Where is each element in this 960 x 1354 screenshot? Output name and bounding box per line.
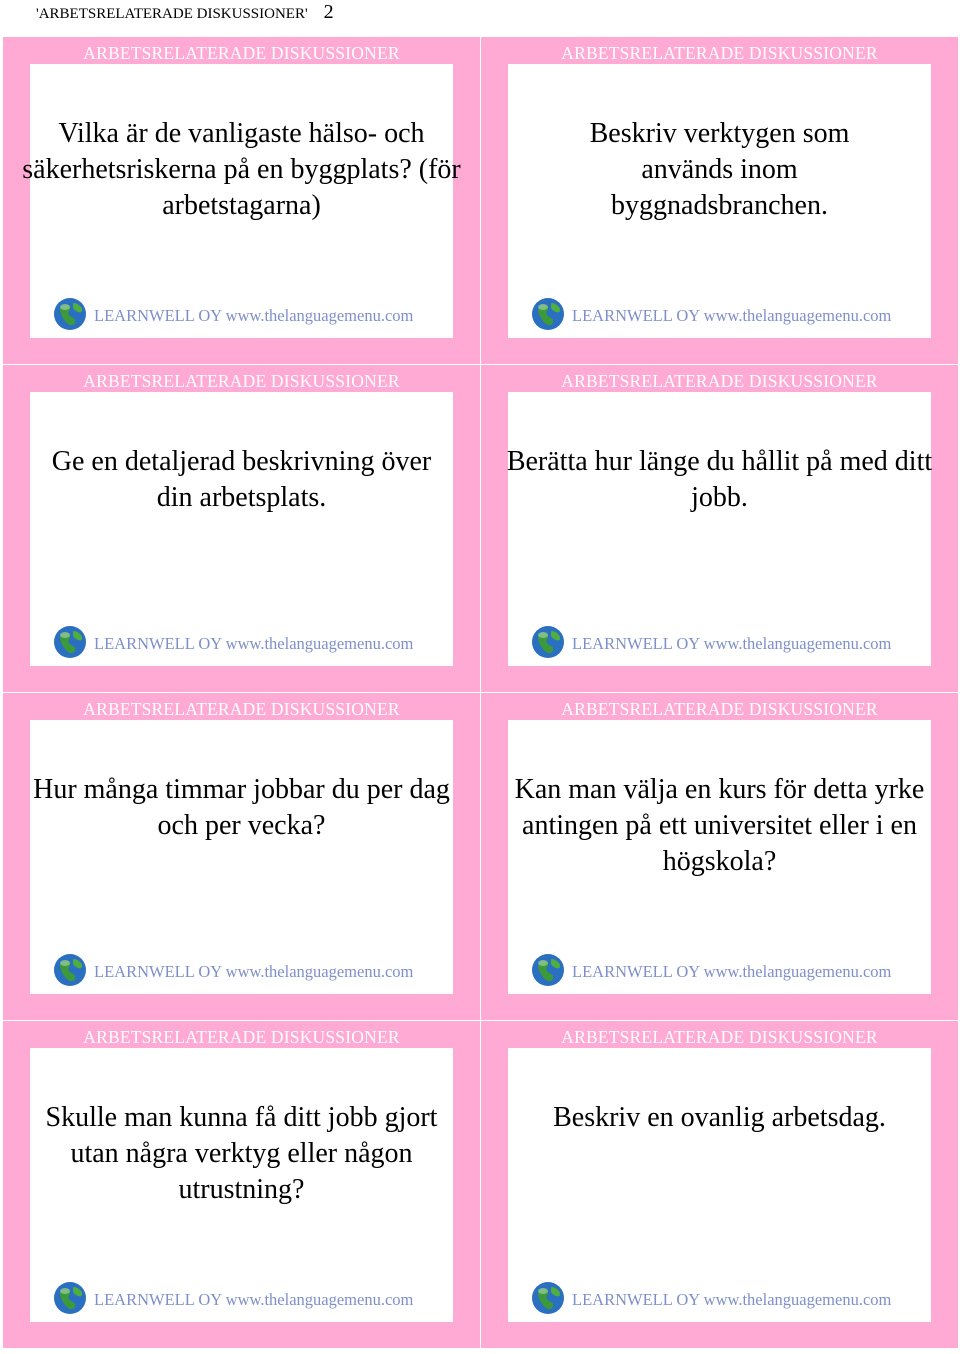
card-footer	[530, 296, 891, 332]
discussion-card	[481, 1021, 958, 1348]
card-header: ARBETSRELATERADE DISKUSSIONER	[83, 1027, 400, 1047]
card-grid	[3, 37, 958, 1350]
card-body	[508, 1048, 931, 1322]
card-footer	[52, 1280, 413, 1316]
card-footer	[530, 624, 891, 660]
footer-text: LEARNWELL OY www.thelanguagemenu.com	[94, 306, 414, 325]
card-header: ARBETSRELATERADE DISKUSSIONER	[83, 43, 400, 63]
card-question: Kan man välja en kurs för detta yrke antingen på ett universitet eller i en högskola?	[514, 774, 925, 877]
card-question: Vilka är de vanligaste hälso- och säkerhetsriskerna på en byggplats? (för arbetstagarna)	[22, 118, 461, 221]
document-title: 'ARBETSRELATERADE DISKUSSIONER'	[36, 6, 308, 22]
page-header	[36, 0, 334, 26]
discussion-card	[3, 37, 480, 364]
card-footer	[530, 952, 891, 988]
discussion-card	[3, 1021, 480, 1348]
card-header: ARBETSRELATERADE DISKUSSIONER	[561, 699, 878, 719]
globe-icon	[530, 296, 566, 332]
footer-text: LEARNWELL OY www.thelanguagemenu.com	[572, 1290, 892, 1309]
page-number: 2	[323, 1, 334, 23]
globe-icon	[52, 624, 88, 660]
card-question: Skulle man kunna få ditt jobb gjort utan några verktyg eller någon utrustning?	[45, 1102, 438, 1205]
card-footer	[52, 952, 413, 988]
footer-text: LEARNWELL OY www.thelanguagemenu.com	[572, 306, 892, 325]
card-footer	[52, 624, 413, 660]
card-question: Hur många timmar jobbar du per dag och per vecka?	[33, 774, 450, 841]
card-footer	[52, 296, 413, 332]
footer-text: LEARNWELL OY www.thelanguagemenu.com	[94, 962, 414, 981]
footer-text: LEARNWELL OY www.thelanguagemenu.com	[572, 962, 892, 981]
card-header: ARBETSRELATERADE DISKUSSIONER	[83, 371, 400, 391]
card-question: Berätta hur länge du hållit på med ditt jobb.	[506, 446, 933, 513]
card-body	[508, 64, 931, 338]
discussion-card	[481, 693, 958, 1020]
card-header: ARBETSRELATERADE DISKUSSIONER	[561, 1027, 878, 1047]
globe-icon	[52, 1280, 88, 1316]
card-body	[30, 392, 453, 666]
card-header: ARBETSRELATERADE DISKUSSIONER	[561, 371, 878, 391]
footer-text: LEARNWELL OY www.thelanguagemenu.com	[572, 634, 892, 653]
card-body	[22, 64, 461, 338]
card-header: ARBETSRELATERADE DISKUSSIONER	[83, 699, 400, 719]
globe-icon	[530, 952, 566, 988]
card-question: Ge en detaljerad beskrivning över din arbetsplats.	[51, 446, 432, 513]
card-header: ARBETSRELATERADE DISKUSSIONER	[561, 43, 878, 63]
card-question: Beskriv verktygen som används inom byggnadsbranchen.	[589, 118, 850, 221]
footer-text: LEARNWELL OY www.thelanguagemenu.com	[94, 1290, 414, 1309]
card-body	[30, 720, 453, 994]
footer-text: LEARNWELL OY www.thelanguagemenu.com	[94, 634, 414, 653]
discussion-card	[481, 365, 958, 692]
card-footer	[530, 1280, 891, 1316]
discussion-card	[3, 693, 480, 1020]
card-question: Beskriv en ovanlig arbetsdag.	[553, 1102, 886, 1133]
globe-icon	[530, 1280, 566, 1316]
discussion-card	[481, 37, 958, 364]
card-body	[508, 392, 931, 666]
globe-icon	[52, 296, 88, 332]
card-body	[508, 720, 931, 994]
globe-icon	[530, 624, 566, 660]
globe-icon	[52, 952, 88, 988]
discussion-card	[3, 365, 480, 692]
card-body	[30, 1048, 453, 1322]
